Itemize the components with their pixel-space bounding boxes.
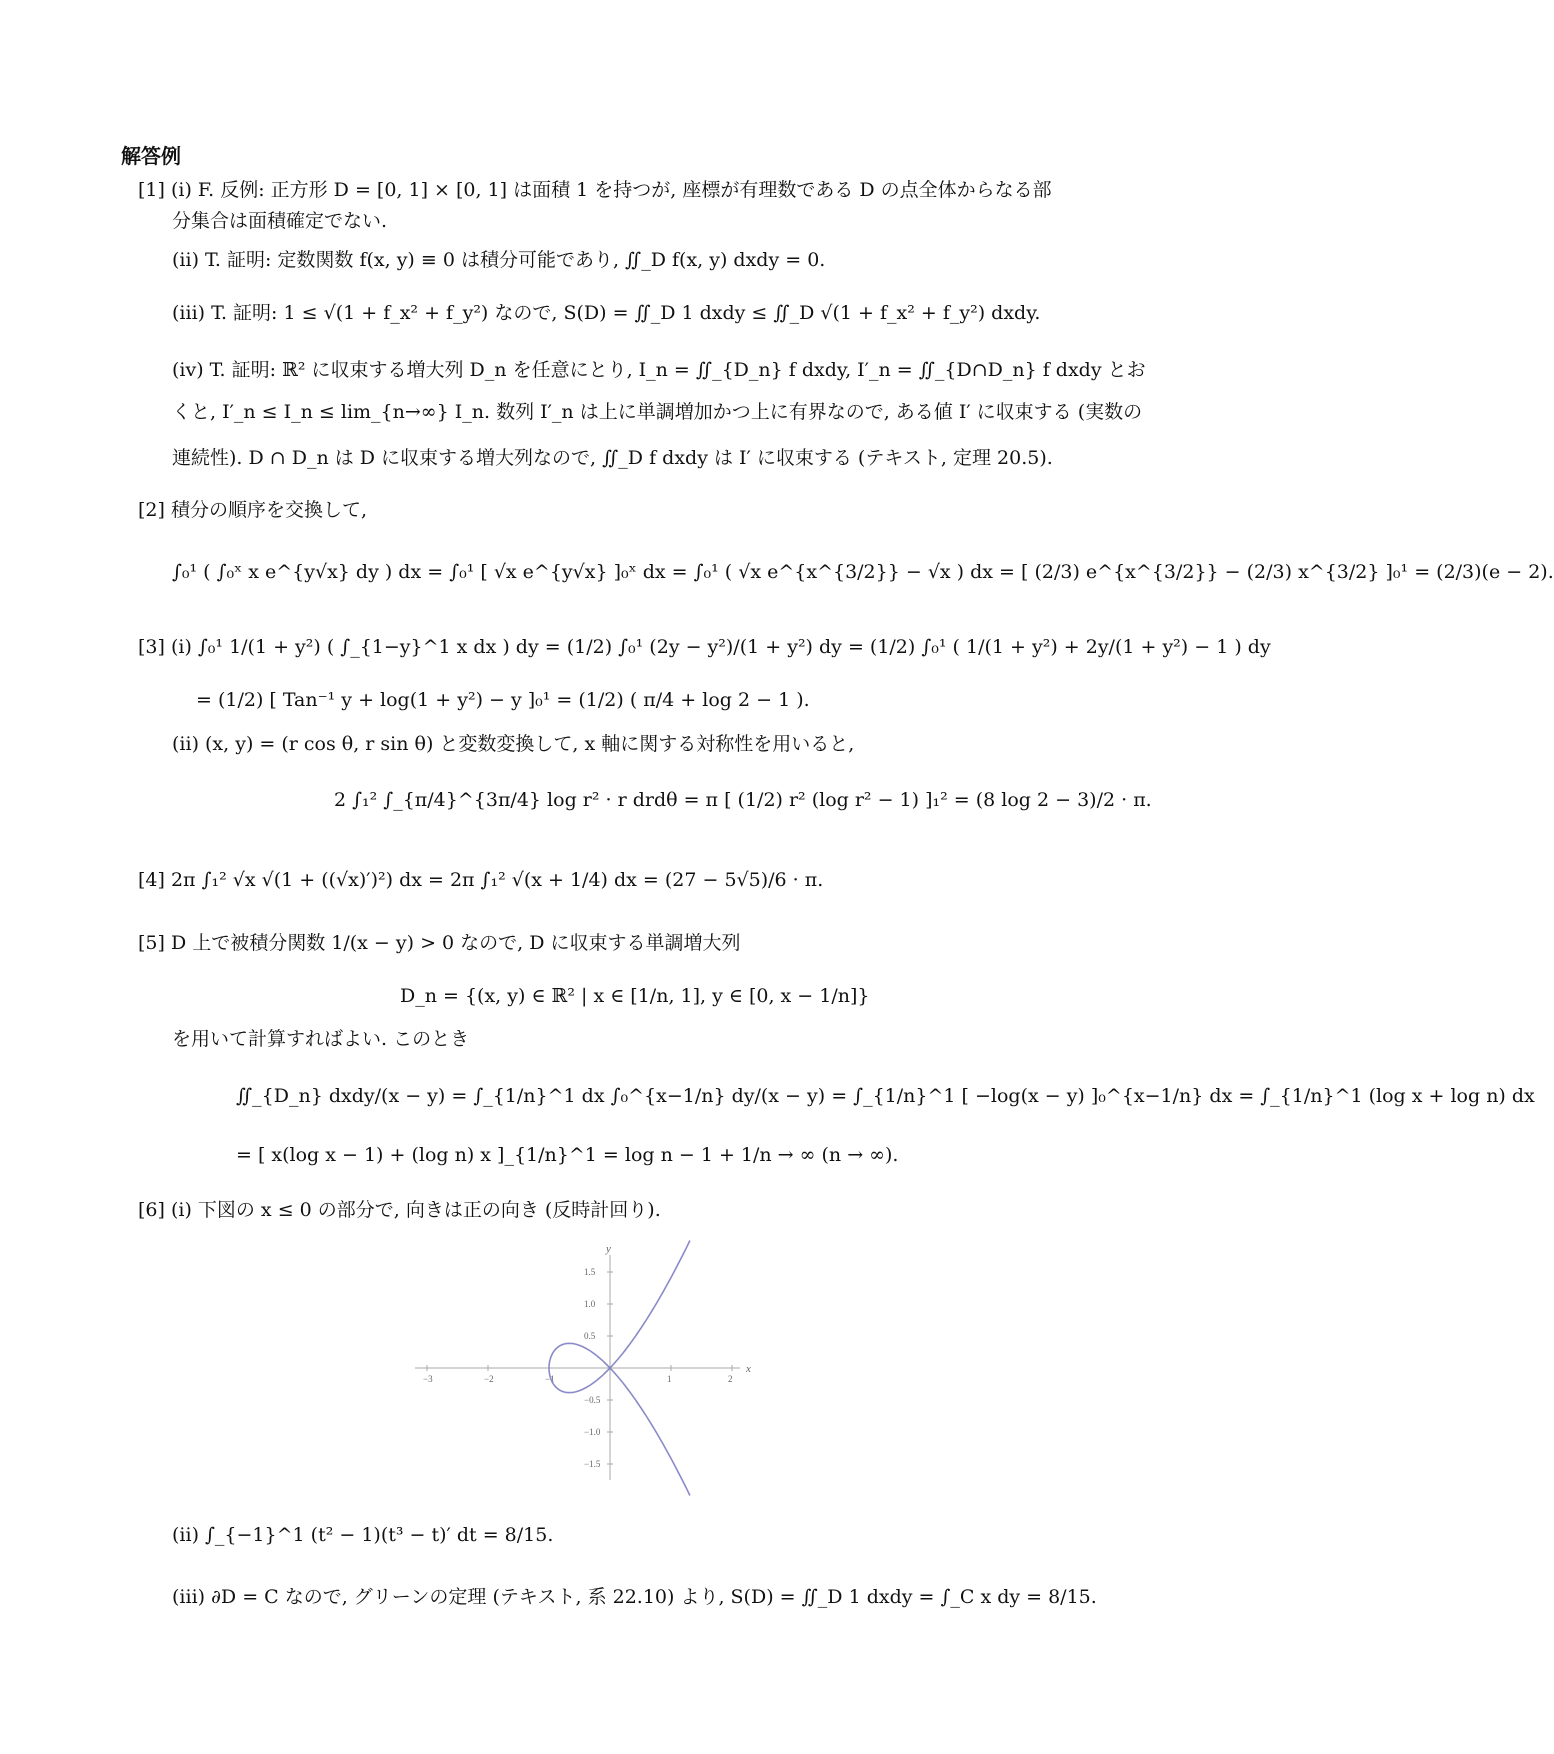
curve-figure [410, 1240, 770, 1485]
solution-line: (ii) (x, y) = (r cos θ, r sin θ) と変数変換して, x 軸に関する対称性を用いると, [172, 733, 855, 755]
x-axis-label: x [746, 1363, 751, 1375]
solution-line: [3] (i) ∫₀¹ 1/(1 + y²) ( ∫_{1−y}^1 x dx ) dy = (1/2) ∫₀¹ (2y − y²)/(1 + y²) dy = (1/2) ∫₀¹ ( 1/(1 + y²) + 2y/(1 + y²) − 1 ) dy [138, 636, 1271, 658]
x-tick-label: 2 [728, 1374, 733, 1384]
y-tick-label: 0.5 [584, 1331, 596, 1341]
solution-line: [2] 積分の順序を交換して, [138, 499, 367, 521]
x-tick-label: 1 [667, 1374, 672, 1384]
figure-axes [415, 1243, 751, 1480]
solution-line: (ii) ∫_{−1}^1 (t² − 1)(t³ − t)′ dt = 8/15. [172, 1524, 554, 1546]
y-tick-label: −1.5 [584, 1459, 601, 1469]
solution-line: [6] (i) 下図の x ≤ 0 の部分で, 向きは正の向き (反時計回り). [138, 1199, 661, 1221]
solution-line: D_n = {(x, y) ∈ ℝ² | x ∈ [1/n, 1], y ∈ [0, x − 1/n]} [400, 985, 870, 1007]
solution-line: ∫₀¹ ( ∫₀ˣ x e^{y√x} dy ) dx = ∫₀¹ [ √x e^{y√x} ]₀ˣ dx = ∫₀¹ ( √x e^{x^{3/2}} − √x ) dx = [ (2/3) e^{x^{3/2}} − (2/3) x^{3/2} ]₀¹ = (2/3)(e − 2). [172, 561, 1554, 583]
solution-line: (iii) T. 証明: 1 ≤ √(1 + f_x² + f_y²) なので, S(D) = ∬_D 1 dxdy ≤ ∬_D √(1 + f_x² + f_y²) dxdy. [172, 302, 1041, 324]
y-tick-label: 1.5 [584, 1267, 596, 1277]
y-tick-label: −1.0 [584, 1427, 601, 1437]
page-title: 解答例 [121, 144, 181, 168]
solution-line: (iv) T. 証明: ℝ² に収束する増大列 D_n を任意にとり, I_n = ∬_{D_n} f dxdy, I′_n = ∬_{D∩D_n} f dxdy とお [172, 359, 1146, 381]
solution-line: [5] D 上で被積分関数 1/(x − y) > 0 なので, D に収束する単調増大列 [138, 932, 741, 954]
solution-line: 連続性). D ∩ D_n は D に収束する増大列なので, ∬_D f dxdy は I′ に収束する (テキスト, 定理 20.5). [172, 447, 1053, 469]
y-tick-label: 1.0 [584, 1299, 596, 1309]
y-tick-label: −0.5 [584, 1395, 601, 1405]
solution-line: 2 ∫₁² ∫_{π/4}^{3π/4} log r² · r drdθ = π [ (1/2) r² (log r² − 1) ]₁² = (8 log 2 − 3)/2 · π. [334, 789, 1152, 811]
solution-line: 分集合は面積確定でない. [172, 210, 388, 232]
solution-line: = (1/2) [ Tan⁻¹ y + log(1 + y²) − y ]₀¹ = (1/2) ( π/4 + log 2 − 1 ). [196, 689, 810, 711]
solution-line: (ii) T. 証明: 定数関数 f(x, y) ≡ 0 は積分可能であり, ∬_D f(x, y) dxdy = 0. [172, 249, 826, 271]
solution-line: [1] (i) F. 反例: 正方形 D = [0, 1] × [0, 1] は面積 1 を持つが, 座標が有理数である D の点全体からなる部 [138, 179, 1052, 201]
solution-line: を用いて計算すればよい. このとき [172, 1028, 470, 1050]
solution-line: [4] 2π ∫₁² √x √(1 + ((√x)′)²) dx = 2π ∫₁² √(x + 1/4) dx = (27 − 5√5)/6 · π. [138, 869, 824, 891]
y-axis-label: y [606, 1243, 611, 1255]
solution-line: (iii) ∂D = C なので, グリーンの定理 (テキスト, 系 22.10) より, S(D) = ∬_D 1 dxdy = ∫_C x dy = 8/15. [172, 1586, 1097, 1608]
x-tick-label: −1 [545, 1374, 555, 1384]
x-tick-label: −3 [423, 1374, 433, 1384]
x-tick-label: −2 [484, 1374, 494, 1384]
solution-line: = [ x(log x − 1) + (log n) x ]_{1/n}^1 = log n − 1 + 1/n → ∞ (n → ∞). [236, 1144, 899, 1166]
solution-line: くと, I′_n ≤ I_n ≤ lim_{n→∞} I_n. 数列 I′_n は上に単調増加かつ上に有界なので, ある値 I′ に収束する (実数の [172, 401, 1143, 423]
solution-line: ∬_{D_n} dxdy/(x − y) = ∫_{1/n}^1 dx ∫₀^{x−1/n} dy/(x − y) = ∫_{1/n}^1 [ −log(x − y) ]₀^{x−1/n} dx = ∫_{1/n}^1 (log x + log n) dx [236, 1085, 1535, 1107]
